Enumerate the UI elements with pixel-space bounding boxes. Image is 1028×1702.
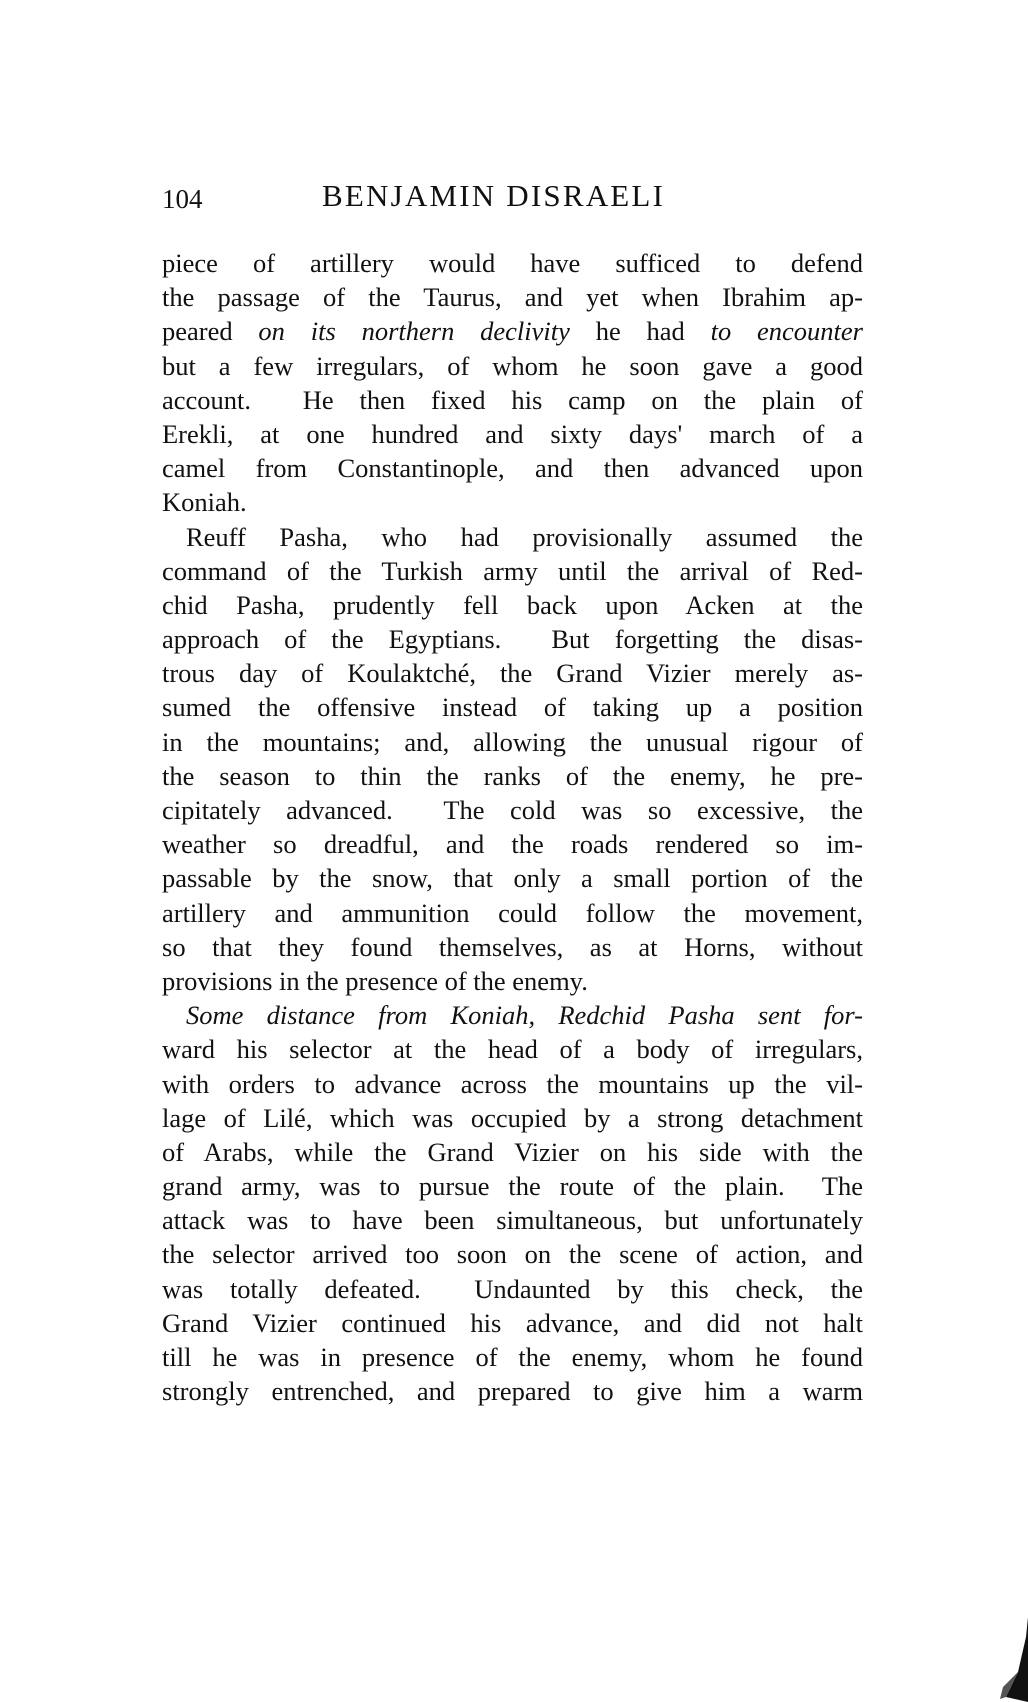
text-line — [162, 314, 863, 348]
text-segment: trous day of Koulaktché, the Grand Vizier merely as- — [162, 658, 863, 689]
scan-corner-mark-icon — [998, 1617, 1028, 1702]
text-line — [162, 1169, 863, 1203]
text-line — [162, 622, 863, 656]
text-segment: cipitately advanced. The cold was so excessive, the — [162, 795, 863, 825]
text-segment: passable by the snow, that only a small portion of the — [162, 863, 863, 894]
text-segment: strongly entrenched, and prepared to give him a warm — [162, 1376, 863, 1407]
text-segment: Reuff Pasha, who had provisionally assumed the — [186, 521, 863, 552]
italic-text: Some distance from Koniah, Redchid Pasha sent for- — [186, 1000, 863, 1031]
text-line — [162, 1306, 863, 1340]
text-segment: approach of the Egyptians. But forgetting the disas- — [162, 624, 863, 655]
italic-text: on its northern declivity — [258, 316, 570, 347]
text-segment: ward his selector at the head of a body of irregulars, — [162, 1034, 863, 1065]
running-title: BENJAMIN DISRAELI — [322, 178, 666, 213]
text-segment: provisions in the presence of the enemy. — [162, 965, 588, 996]
text-line — [162, 1237, 863, 1271]
text-line — [162, 349, 863, 383]
text-line — [162, 417, 863, 451]
text-line — [162, 1067, 863, 1101]
text-line — [162, 520, 863, 554]
text-line — [162, 930, 863, 964]
running-header — [162, 178, 862, 218]
text-line — [162, 1135, 863, 1169]
text-segment: peared — [162, 316, 259, 347]
page-body-text — [162, 246, 863, 1408]
text-segment: so that they found themselves, as at Horns, without — [162, 931, 863, 962]
text-line — [162, 246, 863, 280]
text-segment: chid Pasha, prudently fell back upon Acken at the — [162, 589, 863, 620]
text-segment: of Arabs, while the Grand Vizier on his side with the — [162, 1136, 863, 1167]
text-line — [162, 1101, 863, 1135]
paragraph — [162, 998, 863, 1408]
text-line — [162, 725, 863, 759]
text-line — [162, 1203, 863, 1237]
text-segment: was totally defeated. Undaunted by this check, the — [162, 1273, 863, 1304]
text-line — [162, 1272, 863, 1306]
text-line — [162, 451, 863, 485]
text-segment: weather so dreadful, and the roads rendered so im- — [162, 829, 863, 860]
text-line — [162, 998, 863, 1032]
text-line — [162, 690, 863, 724]
text-segment: Koniah. — [162, 487, 247, 518]
text-segment: till he was in presence of the enemy, whom he found — [162, 1342, 863, 1372]
text-segment: grand army, was to pursue the route of the plain. The — [162, 1171, 863, 1202]
text-segment: camel from Constantinople, and then advanced upon — [162, 453, 863, 484]
text-line — [162, 759, 863, 793]
text-segment: the season to thin the ranks of the enemy, he pre- — [162, 760, 863, 791]
text-segment: attack was to have been simultaneous, but unfortunately — [162, 1205, 863, 1236]
text-line — [162, 1032, 863, 1066]
text-line — [162, 896, 863, 930]
page-number: 104 — [162, 184, 203, 214]
text-line — [162, 656, 863, 690]
text-segment: Erekli, at one hundred and sixty days' march of a — [162, 418, 863, 449]
text-segment: with orders to advance across the mountains up the vil- — [162, 1068, 863, 1099]
text-line — [162, 588, 863, 622]
text-segment: piece of artillery would have sufficed to defend — [162, 248, 863, 278]
text-segment: artillery and ammunition could follow the movement, — [162, 897, 863, 928]
text-line — [162, 485, 863, 519]
text-line — [162, 861, 863, 895]
text-line — [162, 964, 863, 998]
text-line — [162, 280, 863, 314]
text-segment: account. He then fixed his camp on the plain of — [162, 384, 863, 415]
text-line — [162, 554, 863, 588]
text-segment: he had — [569, 316, 711, 347]
paragraph — [162, 520, 863, 999]
text-segment: but a few irregulars, of whom he soon gave a good — [162, 350, 863, 381]
text-line — [162, 383, 863, 417]
text-line — [162, 827, 863, 861]
paragraph — [162, 246, 863, 520]
italic-text: to encounter — [710, 316, 863, 347]
text-line — [162, 1340, 863, 1374]
text-segment: the passage of the Taurus, and yet when Ibrahim ap- — [162, 282, 863, 313]
text-segment: command of the Turkish army until the arrival of Red- — [162, 555, 863, 586]
text-segment: lage of Lilé, which was occupied by a strong detachment — [162, 1102, 863, 1133]
text-line — [162, 793, 863, 827]
text-segment: in the mountains; and, allowing the unusual rigour of — [162, 726, 863, 757]
text-segment: the selector arrived too soon on the scene of action, and — [162, 1239, 863, 1270]
text-line — [162, 1374, 863, 1408]
text-segment: sumed the offensive instead of taking up a position — [162, 692, 863, 723]
text-segment: Grand Vizier continued his advance, and did not halt — [162, 1307, 863, 1338]
